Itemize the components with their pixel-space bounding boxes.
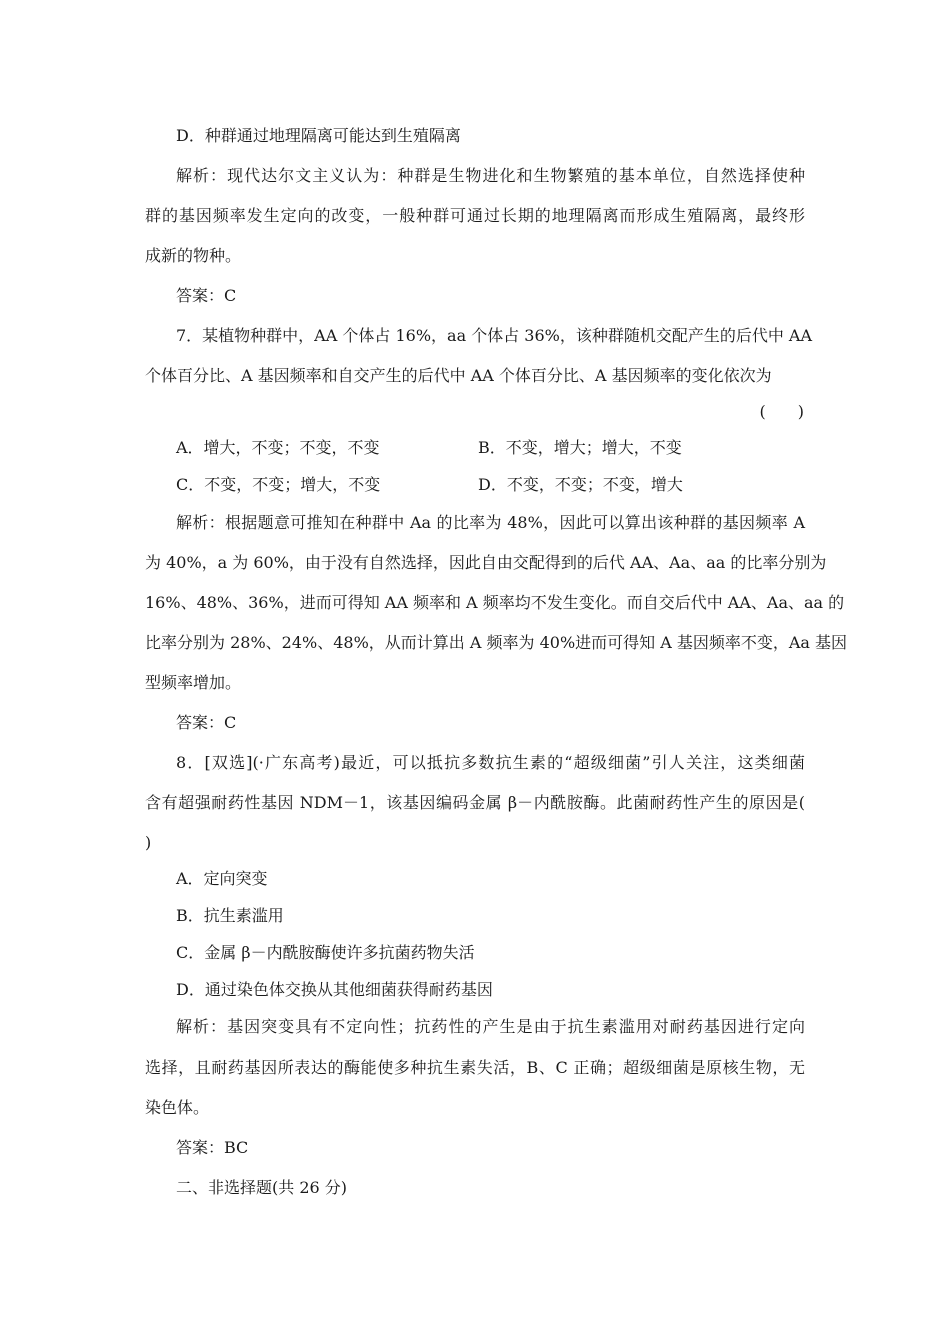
q8-option-c: C．金属 β－内酰胺酶使许多抗菌药物失活 [176,943,475,962]
section-heading: 二、非选择题(共 26 分) [176,1178,348,1197]
q8-stem-line: 含有超强耐药性基因 NDM－1，该基因编码金属 β－内酰胺酶。此菌耐药性产生的原因是( [145,793,805,812]
q8-stem-line: 8．[双选](·广东高考)最近，可以抵抗多数抗生素的“超级细菌”引人关注，这类细菌 [176,753,805,772]
q6-analysis-line: 群的基因频率发生定向的改变，一般种群可通过长期的地理隔离而形成生殖隔离，最终形 [145,206,805,225]
q6-analysis-line: 解析：现代达尔文主义认为：种群是生物进化和生物繁殖的基本单位，自然选择使种 [176,166,805,185]
q8-stem-line: ) [145,833,152,852]
q8-answer: 答案：BC [176,1138,249,1157]
q7-option-d: D．不变，不变；不变，增大 [478,475,683,494]
q6-answer: 答案：C [176,286,237,305]
q7-option-a: A．增大，不变；不变，不变 [176,438,380,457]
q8-option-b: B．抗生素滥用 [176,906,284,925]
q7-analysis-line: 解析：根据题意可推知在种群中 Aa 的比率为 48%，因此可以算出该种群的基因频率 A [176,513,805,532]
q8-option-a: A．定向突变 [176,869,268,888]
q8-analysis-line: 染色体。 [145,1098,210,1117]
q7-analysis-line: 为 40%，a 为 60%，由于没有自然选择，因此自由交配得到的后代 AA、Aa、aa 的比率分别为 [145,553,827,572]
q7-option-b: B．不变，增大；增大，不变 [478,438,682,457]
q6-analysis-line: 成新的物种。 [145,246,242,265]
q8-analysis-line: 选择，且耐药基因所表达的酶能使多种抗生素失活，B、C 正确；超级细菌是原核生物，无 [145,1058,805,1077]
q7-stem-line: 个体百分比、A 基因频率和自交产生的后代中 AA 个体百分比、A 基因频率的变化依次为 [145,366,772,385]
q7-answer-bracket: ( ) [759,402,804,421]
q8-analysis-line: 解析：基因突变具有不定向性；抗药性的产生是由于抗生素滥用对耐药基因进行定向 [176,1017,805,1036]
q7-stem-line: 7．某植物种群中，AA 个体占 16%，aa 个体占 36%，该种群随机交配产生的后代中 AA [176,326,813,345]
q7-option-c: C．不变，不变；增大，不变 [176,475,381,494]
q7-analysis-line: 比率分别为 28%、24%、48%，从而计算出 A 频率为 40%进而可得知 A 基因频率不变，Aa 基因 [145,633,848,652]
q7-analysis-line: 型频率增加。 [145,673,242,692]
q7-analysis-line: 16%、48%、36%，进而可得知 AA 频率和 A 频率均不发生变化。而自交后代中 AA、Aa、aa 的 [145,593,845,612]
q6-option-d: D．种群通过地理隔离可能达到生殖隔离 [176,126,461,145]
q8-option-d: D．通过染色体交换从其他细菌获得耐药基因 [176,980,493,999]
q7-answer: 答案：C [176,713,237,732]
